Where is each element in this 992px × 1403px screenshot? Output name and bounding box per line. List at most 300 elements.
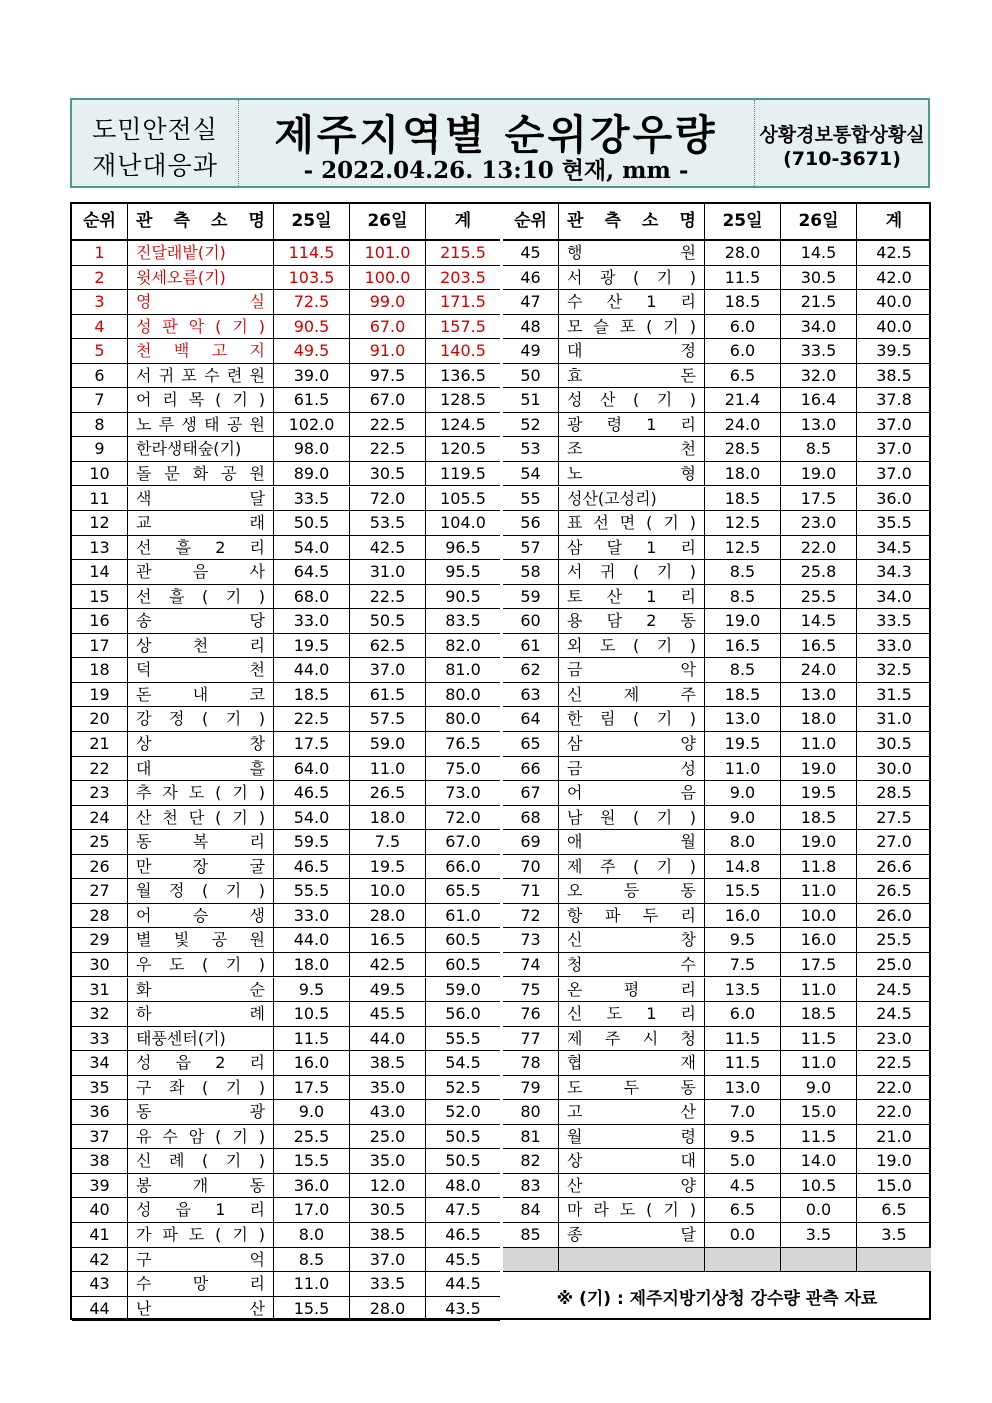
day26-cell: 67.0 [350,388,426,412]
day25-cell: 17.5 [274,1076,350,1100]
table-row [503,781,931,806]
rank-cell: 71 [503,879,559,903]
station-cell: 고 산 [559,1100,705,1124]
day26-cell: 19.0 [781,757,857,781]
table-row [72,1248,500,1273]
station-cell: 용 담 2 동 [559,609,705,633]
table-row [72,1027,500,1052]
page-subtitle: - 2022.04.26. 13:10 현재, mm - [303,157,689,184]
table-row [503,536,931,561]
rank-cell: 22 [72,757,128,781]
total-cell: 36.0 [876,488,912,508]
station-cell: 관 음 사 [128,560,274,584]
total-cell: 38.5 [876,365,912,385]
day26-cell: 19.5 [781,781,857,805]
station-cell: 제 주 ( 기 ) [559,855,705,879]
day26-cell: 28.0 [350,1297,426,1321]
day25-cell: 11.5 [274,1027,350,1051]
rainfall-table [70,202,931,1320]
table-row [503,1149,931,1174]
day26-cell: 59.0 [350,732,426,756]
day25-cell: 10.5 [274,1002,350,1026]
total-cell: 54.5 [445,1053,481,1073]
department-block [72,100,239,186]
day26-cell: 11.0 [781,732,857,756]
total-cell: 75.0 [445,758,481,778]
day25-cell: 18.5 [705,487,781,511]
rank-cell: 36 [72,1100,128,1124]
day25-cell: 15.5 [705,879,781,903]
day26-cell: 67.0 [350,315,426,339]
total-cell: 34.3 [876,562,912,582]
total-cell: 37.0 [876,414,912,434]
day26-cell: 10.0 [350,879,426,903]
header-station: 관 측 소 명 [128,204,274,239]
table-row [503,707,931,732]
table-row [503,1100,931,1125]
rank-cell: 53 [503,437,559,461]
station-cell: 추 자 도 ( 기 ) [128,781,274,805]
day25-cell: 89.0 [274,462,350,486]
department-line1: 도민안전실 [92,115,218,144]
day25-cell: 50.5 [274,511,350,535]
total-cell: 27.0 [876,832,912,852]
day25-cell: 18.0 [705,462,781,486]
day25-cell: 14.8 [705,855,781,879]
day26-cell: 42.5 [350,953,426,977]
table-row [503,266,931,291]
table-row [503,1002,931,1027]
rank-cell: 3 [72,290,128,314]
day26-cell: 44.0 [350,1027,426,1051]
rank-cell: 60 [503,609,559,633]
station-cell: 윗세오름(기) [128,266,274,290]
total-cell: 95.5 [445,562,481,582]
rank-cell: 27 [72,879,128,903]
day25-cell: 24.0 [705,413,781,437]
total-cell: 47.5 [445,1200,481,1220]
table-row [503,1076,931,1101]
rank-cell: 84 [503,1198,559,1222]
station-cell: 어 승 생 [128,904,274,928]
rank-cell: 45 [503,241,559,265]
day25-cell: 9.5 [274,978,350,1002]
empty-cell [857,1248,931,1272]
rank-cell: 52 [503,413,559,437]
total-cell: 22.0 [876,1102,912,1122]
day26-cell: 10.0 [781,904,857,928]
table-row [503,806,931,831]
rank-cell: 21 [72,732,128,756]
table-header-left [72,204,500,241]
day26-cell: 18.0 [350,806,426,830]
total-cell: 96.5 [445,537,481,557]
table-row [72,364,500,389]
total-cell: 25.5 [876,930,912,950]
day25-cell: 9.5 [705,1125,781,1149]
table-row [72,1125,500,1150]
total-cell: 48.0 [445,1175,481,1195]
day25-cell: 103.5 [274,266,350,290]
rank-cell: 82 [503,1149,559,1173]
header-box [70,98,930,188]
day26-cell: 18.0 [781,707,857,731]
rank-cell: 37 [72,1125,128,1149]
station-cell: 동 복 리 [128,830,274,854]
total-cell: 52.0 [445,1102,481,1122]
table-row [72,781,500,806]
empty-cell [781,1248,857,1272]
total-cell: 37.0 [876,463,912,483]
total-cell: 3.5 [881,1225,907,1244]
total-cell: 24.5 [876,1004,912,1024]
rank-cell: 73 [503,928,559,952]
day26-cell: 11.0 [781,1051,857,1075]
station-cell: 애 월 [559,830,705,854]
table-row [503,487,931,512]
day26-cell: 53.5 [350,511,426,535]
station-cell: 선 흘 2 리 [128,536,274,560]
table-row [72,560,500,585]
total-cell: 73.0 [445,783,481,803]
day26-cell: 11.0 [781,879,857,903]
day26-cell: 26.5 [350,781,426,805]
rank-cell: 40 [72,1198,128,1222]
rank-cell: 62 [503,658,559,682]
total-cell: 37.8 [876,390,912,410]
station-cell: 삼 양 [559,732,705,756]
table-row [503,879,931,904]
rank-cell: 34 [72,1051,128,1075]
rank-cell: 18 [72,658,128,682]
station-cell: 대 흘 [128,757,274,781]
day26-cell: 18.5 [781,806,857,830]
day25-cell: 6.5 [705,364,781,388]
day26-cell: 13.0 [781,683,857,707]
total-cell: 31.5 [876,684,912,704]
day25-cell: 72.5 [274,290,350,314]
table-row [72,1198,500,1223]
table-row [503,241,931,266]
rank-cell: 38 [72,1149,128,1173]
table-row [72,315,500,340]
day26-cell: 31.0 [350,560,426,584]
station-cell: 하 례 [128,1002,274,1026]
day25-cell: 11.5 [705,266,781,290]
table-row [503,978,931,1003]
station-cell: 수 산 1 리 [559,290,705,314]
rank-cell: 35 [72,1076,128,1100]
rank-cell: 12 [72,511,128,535]
day26-cell: 12.0 [350,1174,426,1198]
day26-cell: 23.0 [781,511,857,535]
office-block [754,100,929,186]
station-cell: 항 파 두 리 [559,904,705,928]
rank-cell: 51 [503,388,559,412]
total-cell: 171.5 [440,292,486,312]
day26-cell: 14.0 [781,1149,857,1173]
rank-cell: 6 [72,364,128,388]
day26-cell: 50.5 [350,609,426,633]
station-cell: 색 달 [128,487,274,511]
table-row [503,904,931,929]
day25-cell: 9.0 [274,1100,350,1124]
station-cell: 산 양 [559,1174,705,1198]
rank-cell: 5 [72,339,128,363]
station-cell: 남 원 ( 기 ) [559,806,705,830]
day26-cell: 38.5 [350,1051,426,1075]
day26-cell: 7.5 [350,830,426,854]
total-cell: 90.5 [445,586,481,606]
table-row [72,879,500,904]
table-row [72,1002,500,1027]
table-row [72,585,500,610]
day26-cell: 99.0 [350,290,426,314]
day26-cell: 33.5 [350,1272,426,1296]
total-cell: 81.0 [445,660,481,680]
total-cell: 46.5 [445,1225,481,1244]
day26-cell: 16.0 [781,928,857,952]
day25-cell: 8.0 [274,1223,350,1247]
total-cell: 72.0 [445,807,481,827]
station-cell: 상 대 [559,1149,705,1173]
table-row [72,609,500,634]
day25-cell: 21.4 [705,388,781,412]
day25-cell: 44.0 [274,928,350,952]
day26-cell: 35.0 [350,1149,426,1173]
table-row [72,904,500,929]
rank-cell: 32 [72,1002,128,1026]
station-cell: 유 수 암 ( 기 ) [128,1125,274,1149]
rank-cell: 74 [503,953,559,977]
table-row [72,1272,500,1297]
station-cell: 서 귀 포 수 련 원 [128,364,274,388]
station-cell: 성 산 ( 기 ) [559,388,705,412]
station-cell: 금 성 [559,757,705,781]
station-cell: 광 령 1 리 [559,413,705,437]
rank-cell: 41 [72,1223,128,1247]
office-phone: (710-3671) [783,148,901,170]
day26-cell: 62.5 [350,634,426,658]
total-cell: 22.0 [876,1077,912,1097]
table-row [503,364,931,389]
station-cell: 효 돈 [559,364,705,388]
station-cell: 만 장 굴 [128,855,274,879]
table-row [503,1223,931,1248]
day26-cell: 13.0 [781,413,857,437]
total-cell: 105.5 [440,488,486,508]
station-cell: 돌 문 화 공 원 [128,462,274,486]
day25-cell: 8.5 [274,1248,350,1272]
station-cell: 월 령 [559,1125,705,1149]
total-cell: 50.5 [445,1151,481,1171]
day26-cell: 11.0 [350,757,426,781]
total-cell: 61.0 [445,905,481,925]
table-row [72,1223,500,1248]
station-cell: 신 례 ( 기 ) [128,1149,274,1173]
total-cell: 34.0 [876,586,912,606]
table-row [72,707,500,732]
day25-cell: 6.0 [705,339,781,363]
total-cell: 59.0 [445,979,481,999]
station-cell: 교 래 [128,511,274,535]
day26-cell: 42.5 [350,536,426,560]
day26-cell: 37.0 [350,658,426,682]
station-cell: 산 천 단 ( 기 ) [128,806,274,830]
day25-cell: 49.5 [274,339,350,363]
total-cell: 25.0 [876,954,912,974]
day25-cell: 12.5 [705,511,781,535]
day25-cell: 25.5 [274,1125,350,1149]
day26-cell: 91.0 [350,339,426,363]
total-cell: 80.0 [445,684,481,704]
rank-cell: 19 [72,683,128,707]
rank-cell: 13 [72,536,128,560]
table-row [503,1125,931,1150]
table-row [503,290,931,315]
day25-cell: 33.5 [274,487,350,511]
day26-cell: 101.0 [350,241,426,265]
day25-cell: 8.0 [705,830,781,854]
total-cell: 15.0 [876,1175,912,1195]
day26-cell: 21.5 [781,290,857,314]
day26-cell: 38.5 [350,1223,426,1247]
rank-cell: 29 [72,928,128,952]
day26-cell: 16.5 [350,928,426,952]
rank-cell: 79 [503,1076,559,1100]
day26-cell: 19.5 [350,855,426,879]
total-cell: 33.5 [876,611,912,631]
rank-cell: 55 [503,487,559,511]
total-cell: 215.5 [440,243,486,262]
rank-cell: 65 [503,732,559,756]
day26-cell: 10.5 [781,1174,857,1198]
rank-cell: 72 [503,904,559,928]
total-cell: 83.5 [445,611,481,631]
station-cell: 마 라 도 ( 기 ) [559,1198,705,1222]
total-cell: 55.5 [445,1028,481,1048]
day25-cell: 8.5 [705,585,781,609]
rank-cell: 30 [72,953,128,977]
station-cell: 서 광 ( 기 ) [559,266,705,290]
day25-cell: 4.5 [705,1174,781,1198]
header-rank: 순위 [72,204,128,239]
day26-cell: 72.0 [350,487,426,511]
rank-cell: 10 [72,462,128,486]
title-block [238,100,754,186]
table-row [503,953,931,978]
day26-cell: 11.5 [781,1125,857,1149]
rank-cell: 26 [72,855,128,879]
day26-cell: 30.5 [781,266,857,290]
day25-cell: 7.5 [705,953,781,977]
header-station: 관 측 소 명 [559,204,705,239]
station-cell: 표 선 면 ( 기 ) [559,511,705,535]
station-cell: 어 음 [559,781,705,805]
table-row [72,757,500,782]
day26-cell: 32.0 [781,364,857,388]
day26-cell: 14.5 [781,241,857,265]
empty-cell [559,1248,705,1272]
table-row [503,855,931,880]
rank-cell: 7 [72,388,128,412]
day25-cell: 28.5 [705,437,781,461]
total-cell: 157.5 [440,316,486,336]
station-cell: 행 원 [559,241,705,265]
day26-cell: 22.0 [781,536,857,560]
rank-cell: 15 [72,585,128,609]
day25-cell: 16.0 [705,904,781,928]
day26-cell: 57.5 [350,707,426,731]
station-cell: 천 백 고 지 [128,339,274,363]
day26-cell: 14.5 [781,609,857,633]
day26-cell: 61.5 [350,683,426,707]
day25-cell: 12.5 [705,536,781,560]
table-row [72,634,500,659]
day25-cell: 13.5 [705,978,781,1002]
rank-cell: 70 [503,855,559,879]
office-name: 상황경보통합상황실 [759,124,925,146]
header-day25: 25일 [274,204,350,239]
day26-cell: 22.5 [350,585,426,609]
rank-cell: 1 [72,241,128,265]
day25-cell: 19.5 [274,634,350,658]
day26-cell: 8.5 [781,437,857,461]
table-row [72,1076,500,1101]
day25-cell: 33.0 [274,904,350,928]
rank-cell: 68 [503,806,559,830]
total-cell: 23.0 [876,1028,912,1048]
total-cell: 26.0 [876,905,912,925]
header-total: 계 [885,211,903,231]
total-cell: 124.5 [440,414,486,434]
footnote: ※ (기) : 제주지방기상청 강수량 관측 자료 [556,1289,878,1310]
total-cell: 26.6 [876,856,912,876]
rank-cell: 17 [72,634,128,658]
station-cell: 성산(고성리) [559,487,705,511]
total-cell: 40.0 [876,292,912,312]
table-row [72,339,500,364]
station-cell: 온 평 리 [559,978,705,1002]
day26-cell: 33.5 [781,339,857,363]
table-row [503,830,931,855]
station-cell: 삼 달 1 리 [559,536,705,560]
day25-cell: 46.5 [274,781,350,805]
rank-cell: 42 [72,1248,128,1272]
table-row [503,683,931,708]
station-cell: 제 주 시 청 [559,1027,705,1051]
table-row [72,1051,500,1076]
day25-cell: 64.5 [274,560,350,584]
table-row [72,928,500,953]
station-cell: 종 달 [559,1223,705,1247]
day26-cell: 16.5 [781,634,857,658]
day25-cell: 28.0 [705,241,781,265]
rank-cell: 28 [72,904,128,928]
station-cell: 상 창 [128,732,274,756]
total-cell: 56.0 [445,1004,481,1024]
table-row [503,757,931,782]
station-cell: 신 창 [559,928,705,952]
day26-cell: 11.0 [781,978,857,1002]
table-header-right [503,204,931,241]
rank-cell: 49 [503,339,559,363]
total-cell: 120.5 [440,439,486,459]
day25-cell: 44.0 [274,658,350,682]
station-cell: 돈 내 코 [128,683,274,707]
day26-cell: 30.5 [350,462,426,486]
day26-cell: 49.5 [350,978,426,1002]
